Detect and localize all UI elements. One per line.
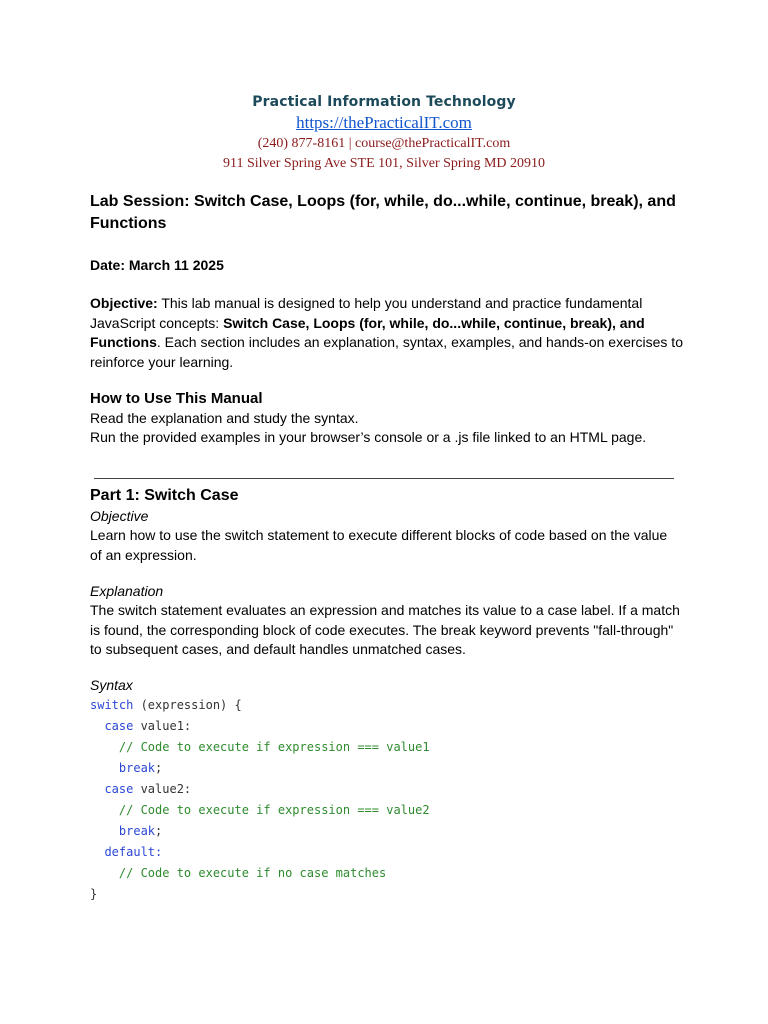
- code-text: }: [90, 887, 98, 901]
- objective-text-1: This lab manual is designed to help you understand and practice fundamental JavaScript concepts:: [90, 295, 643, 331]
- code-line: [90, 758, 430, 779]
- code-text: ;: [155, 824, 163, 838]
- document-header: [0, 92, 768, 174]
- part1-syntax-label: Syntax: [90, 677, 133, 693]
- manual-heading: How to Use This Manual: [90, 390, 263, 407]
- organization-name: Practical Information Technology: [252, 94, 516, 110]
- code-line: [90, 695, 430, 716]
- code-line: [90, 716, 430, 737]
- code-keyword: case: [104, 719, 134, 733]
- part1-explanation-text: The switch statement evaluates an expression and matches its value to a case label. If a match is found, the corresponding block of code executes. The break keyword prevents "fall-through" to subsequent cases, and default handles unmatched cases.: [90, 602, 680, 657]
- objective-label: Objective:: [90, 295, 158, 311]
- code-line: [90, 779, 430, 800]
- part1-explanation-label: Explanation: [90, 583, 164, 599]
- contact-line: (240) 877-8161 | course@thePracticalIT.com: [257, 136, 511, 151]
- code-line: [90, 800, 430, 821]
- code-text: ;: [155, 761, 163, 775]
- manual-step-2: Run the provided examples in your browser’s console or a .js file linked to an HTML page.: [90, 429, 647, 445]
- code-text: value1:: [133, 719, 192, 733]
- part1-objective-text: Learn how to use the switch statement to execute different blocks of code based on the value of an expression.: [90, 527, 668, 563]
- part1-objective-label: Objective: [90, 508, 149, 524]
- code-keyword: case: [104, 782, 134, 796]
- code-keyword: default: [104, 845, 156, 859]
- code-keyword: break: [118, 824, 156, 838]
- code-keyword: switch: [90, 698, 134, 712]
- code-text: value2:: [133, 782, 192, 796]
- code-comment: // Code to execute if no case matches: [118, 866, 387, 880]
- lab-date: Date: March 11 2025: [90, 257, 224, 273]
- code-comment: // Code to execute if expression === value2: [118, 803, 430, 817]
- code-text: (expression) {: [133, 698, 242, 712]
- address-line: 911 Silver Spring Ave STE 101, Silver Spring MD 20910: [223, 156, 545, 171]
- code-line: [90, 884, 430, 905]
- code-line: [90, 842, 430, 863]
- section-divider: [94, 478, 674, 479]
- code-line: [90, 821, 430, 842]
- objective-text-2: . Each section includes an explanation, syntax, examples, and hands-on exercises to reinforce your learning.: [90, 334, 683, 370]
- objective-topics: Switch Case, Loops (for, while, do...while, continue, break), and Functions: [90, 314, 645, 350]
- code-comment: // Code to execute if expression === value1: [118, 740, 430, 754]
- objective-paragraph: [90, 294, 690, 372]
- website-link[interactable]: https://thePracticalIT.com: [296, 113, 472, 132]
- syntax-code-block: [90, 695, 430, 905]
- code-line: [90, 737, 430, 758]
- code-keyword: break: [118, 761, 156, 775]
- part1-heading: Part 1: Switch Case: [90, 487, 239, 504]
- manual-step-1: Read the explanation and study the syntax.: [90, 410, 359, 426]
- lab-title: Lab Session: Switch Case, Loops (for, while, do...while, continue, break), and Functions: [90, 193, 676, 232]
- code-text: :: [155, 845, 163, 859]
- code-line: [90, 863, 430, 884]
